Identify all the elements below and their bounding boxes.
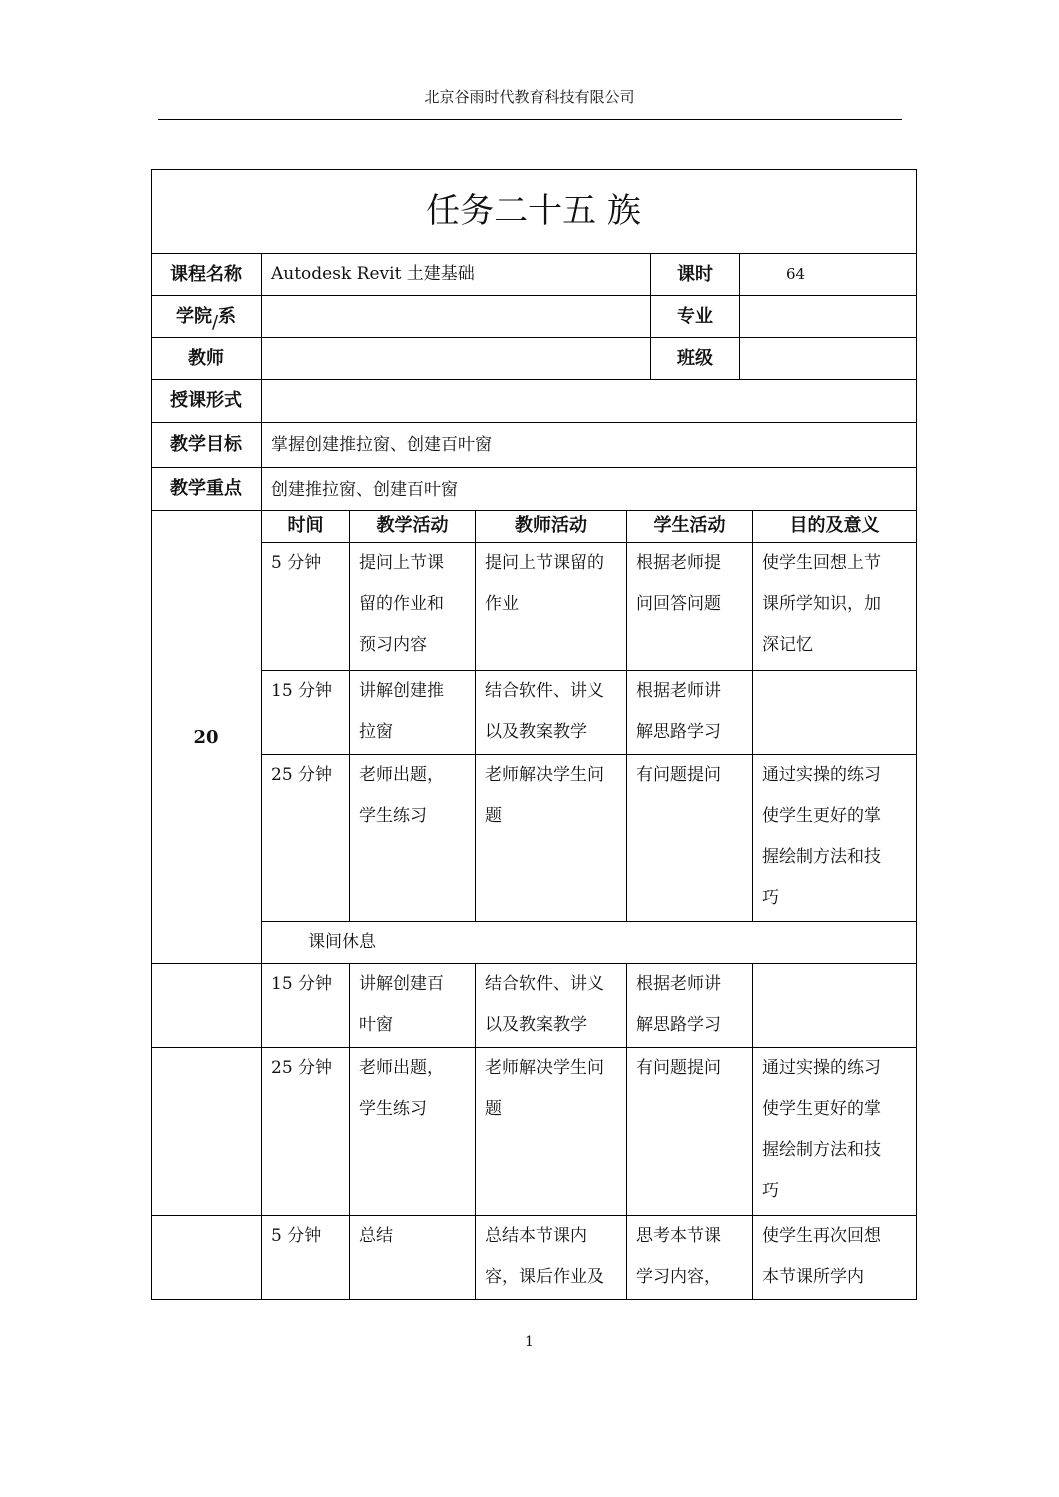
row5-student bbox=[627, 1048, 753, 1216]
row3-student-line: 有问题提问 bbox=[636, 765, 721, 785]
form-label: 授课形式 bbox=[151, 380, 262, 423]
row1-purpose-line: 深记忆 bbox=[762, 635, 813, 655]
row6-student-line: 学习内容， bbox=[636, 1267, 721, 1287]
lesson-plan-table bbox=[151, 169, 917, 1300]
row1-student bbox=[627, 543, 753, 671]
row5-activity-line: 老师出题， bbox=[359, 1058, 444, 1078]
col-header-teacher: 教师活动 bbox=[476, 511, 627, 543]
row3-student bbox=[627, 755, 753, 922]
row6-purpose-line: 使学生再次回想 bbox=[762, 1226, 881, 1246]
major-value bbox=[740, 296, 917, 338]
page-number: 1 bbox=[525, 1334, 534, 1350]
row6-teacher-line: 总结本节课内 bbox=[485, 1226, 587, 1246]
row4-student-line: 根据老师讲 bbox=[636, 974, 721, 994]
row3-purpose-line: 巧 bbox=[762, 888, 779, 908]
row2-activity-line: 拉窗 bbox=[359, 722, 393, 742]
row4-time: 15 分钟 bbox=[262, 964, 350, 1048]
col-header-activity: 教学活动 bbox=[350, 511, 476, 543]
row6-student bbox=[627, 1216, 753, 1300]
row2-student-line: 根据老师讲 bbox=[636, 681, 721, 701]
row4-student-line: 解思路学习 bbox=[636, 1015, 721, 1035]
row1-teacher bbox=[476, 543, 627, 671]
class-value bbox=[740, 338, 917, 380]
row3-purpose-line: 使学生更好的掌 bbox=[762, 806, 881, 826]
class-label: 班级 bbox=[651, 338, 740, 380]
row2-teacher-line: 结合软件、讲义 bbox=[485, 681, 604, 701]
row3-teacher-line: 老师解决学生问 bbox=[485, 765, 604, 785]
row1-teacher-line: 作业 bbox=[485, 594, 519, 614]
row1-teacher-line: 提问上节课留的 bbox=[485, 553, 604, 573]
row2-teacher-line: 以及教案教学 bbox=[485, 722, 587, 742]
row4-teacher bbox=[476, 964, 627, 1048]
row2-purpose bbox=[753, 671, 917, 755]
row6-time: 5 分钟 bbox=[262, 1216, 350, 1300]
session-2-blank bbox=[151, 1216, 262, 1300]
row3-activity-line: 学生练习 bbox=[359, 806, 427, 826]
row5-activity-line: 学生练习 bbox=[359, 1099, 427, 1119]
row6-purpose-line: 本节课所学内 bbox=[762, 1267, 864, 1287]
college-label-part-b: 系 bbox=[218, 306, 237, 327]
college-label bbox=[151, 296, 262, 338]
break-row: 课间休息 bbox=[262, 922, 917, 964]
row3-activity-line: 老师出题， bbox=[359, 765, 444, 785]
row4-teacher-line: 以及教案教学 bbox=[485, 1015, 587, 1035]
major-label: 专业 bbox=[651, 296, 740, 338]
row3-activity bbox=[350, 755, 476, 922]
row2-activity-line: 讲解创建推 bbox=[359, 681, 444, 701]
row6-activity-line: 总结 bbox=[359, 1226, 393, 1246]
row1-time: 5 分钟 bbox=[262, 543, 350, 671]
hours-label: 课时 bbox=[651, 254, 740, 296]
row5-purpose-line: 通过实操的练习 bbox=[762, 1058, 881, 1078]
row1-activity-line: 留的作业和 bbox=[359, 594, 444, 614]
row3-purpose-line: 通过实操的练习 bbox=[762, 765, 881, 785]
col-header-student: 学生活动 bbox=[627, 511, 753, 543]
lesson-title: 任务二十五 族 bbox=[151, 169, 917, 254]
row5-student-line: 有问题提问 bbox=[636, 1058, 721, 1078]
key-label: 教学重点 bbox=[151, 468, 262, 511]
row1-activity-line: 提问上节课 bbox=[359, 553, 444, 573]
row6-student-line: 思考本节课 bbox=[636, 1226, 721, 1246]
row4-activity-line: 讲解创建百 bbox=[359, 974, 444, 994]
header-divider bbox=[158, 119, 902, 120]
row6-activity bbox=[350, 1216, 476, 1300]
row2-student bbox=[627, 671, 753, 755]
row5-purpose-line: 握绘制方法和技 bbox=[762, 1140, 881, 1160]
row6-purpose bbox=[753, 1216, 917, 1300]
row5-purpose-line: 巧 bbox=[762, 1181, 779, 1201]
session-2-blank bbox=[151, 964, 262, 1048]
row5-activity bbox=[350, 1048, 476, 1216]
row5-teacher bbox=[476, 1048, 627, 1216]
row2-activity bbox=[350, 671, 476, 755]
college-label-part-a: 学院 bbox=[175, 306, 212, 327]
row1-activity bbox=[350, 543, 476, 671]
page-header-company: 北京谷雨时代教育科技有限公司 bbox=[424, 88, 635, 106]
college-value bbox=[262, 296, 651, 338]
row1-purpose-line: 课所学知识，加 bbox=[762, 594, 881, 614]
goal-value: 掌握创建推拉窗、创建百叶窗 bbox=[262, 423, 917, 468]
row1-activity-line: 预习内容 bbox=[359, 635, 427, 655]
goal-label: 教学目标 bbox=[151, 423, 262, 468]
row5-teacher-line: 题 bbox=[485, 1099, 502, 1119]
row4-activity-line: 叶窗 bbox=[359, 1015, 393, 1035]
session-2-blank bbox=[151, 1048, 262, 1216]
row2-teacher bbox=[476, 671, 627, 755]
teacher-value bbox=[262, 338, 651, 380]
row1-purpose-line: 使学生回想上节 bbox=[762, 553, 881, 573]
row2-student-line: 解思路学习 bbox=[636, 722, 721, 742]
row3-teacher bbox=[476, 755, 627, 922]
col-header-purpose: 目的及意义 bbox=[753, 511, 917, 543]
row3-teacher-line: 题 bbox=[485, 806, 502, 826]
row3-purpose-line: 握绘制方法和技 bbox=[762, 847, 881, 867]
row4-purpose bbox=[753, 964, 917, 1048]
row3-purpose bbox=[753, 755, 917, 922]
row5-teacher-line: 老师解决学生问 bbox=[485, 1058, 604, 1078]
row6-teacher bbox=[476, 1216, 627, 1300]
hours-value: 64 bbox=[740, 254, 917, 296]
row4-teacher-line: 结合软件、讲义 bbox=[485, 974, 604, 994]
session-1-number: 20 bbox=[151, 511, 262, 964]
row4-student bbox=[627, 964, 753, 1048]
row1-student-line: 问回答问题 bbox=[636, 594, 721, 614]
college-label-sep: / bbox=[211, 312, 219, 333]
row1-student-line: 根据老师提 bbox=[636, 553, 721, 573]
teacher-label: 教师 bbox=[151, 338, 262, 380]
key-value: 创建推拉窗、创建百叶窗 bbox=[262, 468, 917, 511]
row5-purpose bbox=[753, 1048, 917, 1216]
course-name-label: 课程名称 bbox=[151, 254, 262, 296]
course-name-value: Autodesk Revit 土建基础 bbox=[262, 254, 651, 296]
form-value bbox=[262, 380, 917, 423]
row5-purpose-line: 使学生更好的掌 bbox=[762, 1099, 881, 1119]
col-header-time: 时间 bbox=[262, 511, 350, 543]
row2-time: 15 分钟 bbox=[262, 671, 350, 755]
row3-time: 25 分钟 bbox=[262, 755, 350, 922]
row5-time: 25 分钟 bbox=[262, 1048, 350, 1216]
row6-teacher-line: 容，课后作业及 bbox=[485, 1267, 604, 1287]
row4-activity bbox=[350, 964, 476, 1048]
row1-purpose bbox=[753, 543, 917, 671]
